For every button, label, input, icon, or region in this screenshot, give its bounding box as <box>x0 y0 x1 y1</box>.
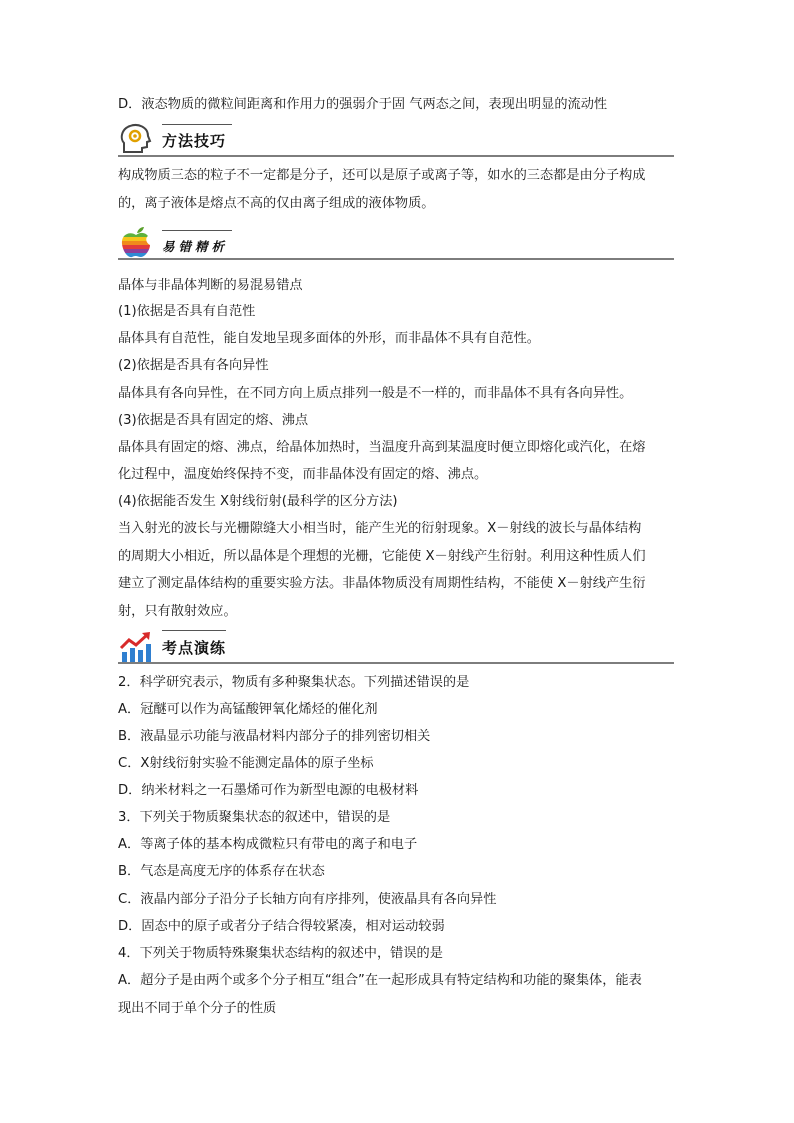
practice-line-5: D．纳米材料之一石墨烯可作为新型电源的电极材料 <box>118 783 419 798</box>
practice-line-7: A．等离子体的基本构成微粒只有带电的离子和电子 <box>118 837 418 852</box>
apple-icon <box>118 224 154 260</box>
practice-line-6: 3．下列关于物质聚集状态的叙述中，错误的是 <box>118 810 391 825</box>
error-line-4: (2)依据是否具有各向异性 <box>118 358 269 373</box>
practice-line-13: 现出不同于单个分子的性质 <box>118 1001 277 1016</box>
practice-line-3: B．液晶显示功能与液晶材料内部分子的排列密切相关 <box>118 729 431 744</box>
method-line-1: 构成物质三态的粒子不一定都是分子，还可以是原子或离子等，如水的三态都是由分子构成 <box>118 168 646 183</box>
practice-line-10: D．固态中的原子或者分子结合得较紧凑，相对运动较弱 <box>118 919 445 934</box>
error-line-12: 建立了测定晶体结构的重要实验方法。非晶体物质没有周期性结构，不能使 X－射线产生衍 <box>118 576 646 591</box>
practice-line-12: A．超分子是由两个或多个分子相互“组合”在一起形成具有特定结构和功能的聚集体，能表 <box>118 973 642 988</box>
error-line-8: 化过程中，温度始终保持不变，而非晶体没有固定的熔、沸点。 <box>118 467 488 482</box>
error-line-2: (1)依据是否具有自范性 <box>118 304 256 319</box>
error-line-13: 射，只有散射效应。 <box>118 604 237 619</box>
error-line-6: (3)依据是否具有固定的熔、沸点 <box>118 413 309 428</box>
rising-chart-icon <box>118 628 154 664</box>
practice-line-2: A．冠醚可以作为高锰酸钾氧化烯烃的催化剂 <box>118 702 378 717</box>
head-gear-icon <box>118 121 154 157</box>
method-line-2: 的，离子液体是熔点不高的仅由离子组成的液体物质。 <box>118 196 435 211</box>
error-line-5: 晶体具有各向异性，在不同方向上质点排列一般是不一样的，而非晶体不具有各向异性。 <box>118 386 633 401</box>
practice-line-8: B．气态是高度无序的体系存在状态 <box>118 864 325 879</box>
practice-line-1: 2．科学研究表示，物质有多种聚集状态。下列描述错误的是 <box>118 675 470 690</box>
error-line-1: 晶体与非晶体判断的易混易错点 <box>118 278 303 293</box>
practice-line-9: C．液晶内部分子沿分子长轴方向有序排列，使液晶具有各向异性 <box>118 892 497 907</box>
error-section-header <box>118 224 674 260</box>
error-line-11: 的周期大小相近，所以晶体是个理想的光栅，它能使 X－射线产生衍射。利用这种性质人们 <box>118 549 646 564</box>
practice-section-title: 考点演练 <box>162 639 227 657</box>
method-section-header <box>118 121 674 157</box>
method-section-title: 方法技巧 <box>162 132 227 150</box>
practice-section-header <box>118 628 674 664</box>
error-line-9: (4)依据能否发生 X射线衍射(最科学的区分方法) <box>118 494 398 509</box>
option-d-line: D．液态物质的微粒间距离和作用力的强弱介于固 气两态之间，表现出明显的流动性 <box>118 97 608 112</box>
error-section-title: 易错精析 <box>162 239 229 254</box>
practice-line-11: 4．下列关于物质特殊聚集状态结构的叙述中，错误的是 <box>118 946 443 961</box>
error-line-3: 晶体具有自范性，能自发地呈现多面体的外形，而非晶体不具有自范性。 <box>118 331 540 346</box>
practice-line-4: C．X射线衍射实验不能测定晶体的原子坐标 <box>118 756 374 771</box>
error-line-7: 晶体具有固定的熔、沸点，给晶体加热时，当温度升高到某温度时便立即熔化或汽化，在熔 <box>118 440 646 455</box>
error-line-10: 当入射光的波长与光栅隙缝大小相当时，能产生光的衍射现象。X－射线的波长与晶体结构 <box>118 521 642 536</box>
